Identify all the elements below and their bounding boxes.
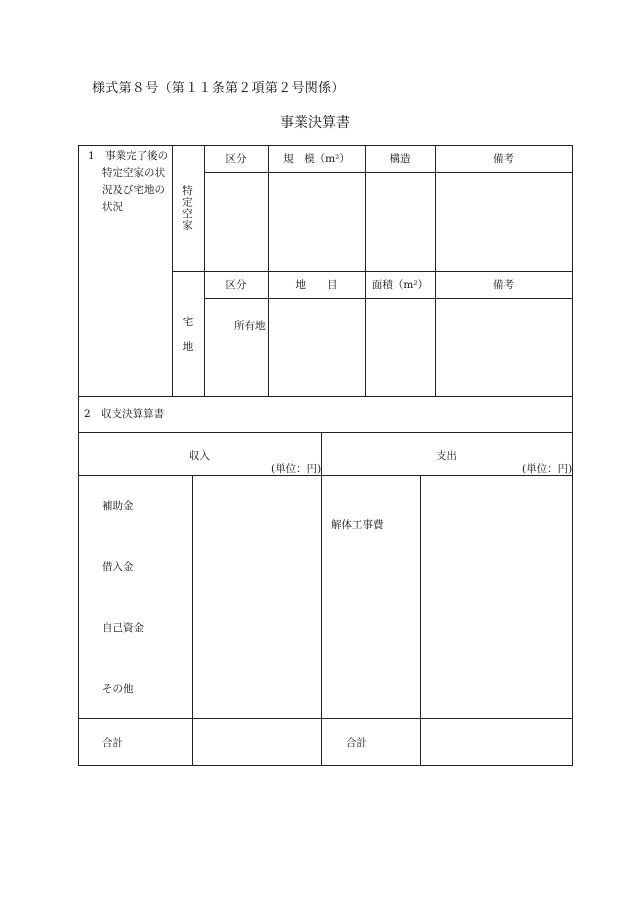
income-item-other: その他 xyxy=(102,683,134,695)
land-header-category: 区分 xyxy=(225,279,247,291)
income-unit: (単位：円) xyxy=(271,463,322,475)
expense-unit: (単位：円) xyxy=(522,463,573,475)
section1-label-line-4: 状況 xyxy=(102,201,123,213)
vacant-header-structure: 構造 xyxy=(389,153,411,165)
land-row-owned: 所有地 xyxy=(234,320,266,332)
income-title: 収入 xyxy=(189,450,210,462)
section1-label-line-2: 特定空家の状 xyxy=(102,167,165,179)
expense-title: 支出 xyxy=(436,450,457,462)
vacant-header-category: 区分 xyxy=(225,153,247,165)
vacant-house-side-label: 特定空家 xyxy=(181,185,193,231)
land-header-remarks: 備考 xyxy=(493,279,514,291)
vacant-header-remarks: 備考 xyxy=(493,153,514,165)
income-total-label: 合計 xyxy=(102,737,123,749)
income-item-subsidy: 補助金 xyxy=(102,500,134,512)
section1-label-line-3: 況及び宅地の xyxy=(102,184,165,196)
income-item-own-funds: 自己資金 xyxy=(102,622,144,634)
land-header-area: 面積（m²） xyxy=(371,279,429,291)
section2-label: 2 収支決算算書 xyxy=(84,408,165,420)
form-number: 様式第８号（第１１条第２項第２号関係） xyxy=(92,81,345,96)
land-header-land-type: 地 目 xyxy=(295,279,338,291)
land-side-label-1: 宅 xyxy=(182,316,194,328)
section1-label-line-1: 1 事業完了後の xyxy=(88,150,169,162)
expense-item-demolition: 解体工事費 xyxy=(331,519,384,531)
vacant-header-size: 規 模（m²） xyxy=(283,153,350,165)
income-item-loan: 借入金 xyxy=(102,561,134,573)
document-title: 事業決算書 xyxy=(280,115,350,131)
land-side-label-2: 地 xyxy=(182,341,194,353)
expense-total-label: 合計 xyxy=(346,737,367,749)
